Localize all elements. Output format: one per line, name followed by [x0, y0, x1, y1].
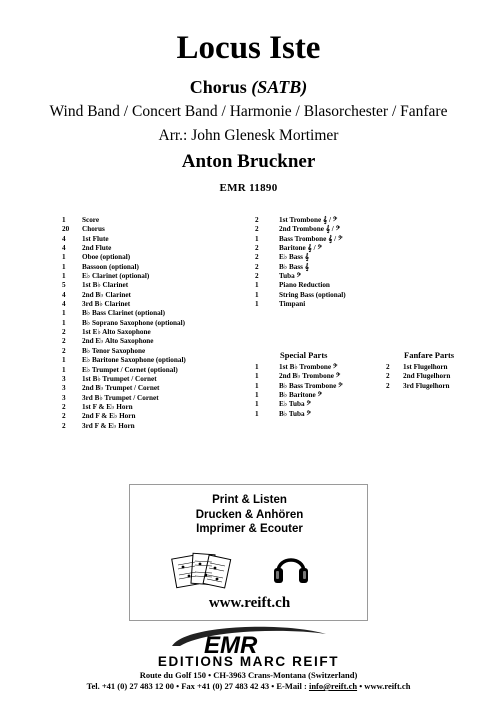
- part-name: 2nd F & E♭ Horn: [82, 412, 136, 421]
- part-quantity: 20: [62, 225, 70, 234]
- part-item: [255, 244, 455, 253]
- part-quantity: 1: [255, 300, 259, 309]
- part-quantity: 1: [255, 281, 259, 290]
- promo-lines: [130, 493, 369, 537]
- subtitle: [0, 77, 497, 98]
- sheet-music-icon: [170, 551, 232, 591]
- part-quantity: 1: [62, 365, 66, 374]
- publisher-name: EDITIONS MARC REIFT: [157, 654, 340, 669]
- promo-line: Drucken & Anhören: [195, 508, 304, 521]
- email-link[interactable]: info@reift.ch: [308, 681, 358, 691]
- logo-text: EMR: [204, 632, 258, 656]
- part-quantity: 2: [386, 381, 390, 390]
- part-item: [62, 281, 242, 290]
- part-item: [386, 363, 496, 372]
- catalog-number: EMR 11890: [219, 182, 278, 194]
- part-name: 2nd Flute: [82, 244, 112, 253]
- part-name: 1st Flugelhorn: [403, 363, 448, 371]
- part-quantity: 1: [255, 400, 259, 409]
- promo-website: www.reift.ch: [208, 595, 291, 611]
- subtitle-voices: (SATB): [251, 77, 308, 97]
- part-quantity: 1: [255, 391, 259, 400]
- part-item: [62, 337, 242, 346]
- part-item: [62, 291, 242, 300]
- part-name: 2nd B♭ Trombone 𝄢: [279, 372, 341, 381]
- part-quantity: 3: [62, 393, 66, 402]
- part-name: 1st B♭ Trombone 𝄢: [279, 363, 338, 371]
- part-quantity: 1: [62, 309, 66, 318]
- part-quantity: 1: [255, 234, 259, 243]
- part-item: [255, 272, 455, 281]
- part-quantity: 4: [62, 290, 66, 299]
- part-quantity: 2: [62, 337, 66, 346]
- part-name: 1st F & E♭ Horn: [82, 402, 133, 411]
- promo-line: Print & Listen: [212, 494, 287, 506]
- part-name: 3rd Flugelhorn: [403, 381, 450, 390]
- parts-list-right: [255, 216, 455, 309]
- part-name: 3rd B♭ Clarinet: [82, 300, 131, 309]
- part-quantity: 2: [386, 372, 390, 381]
- part-item: [255, 216, 455, 225]
- part-item: [62, 412, 242, 421]
- part-quantity: 4: [62, 244, 66, 253]
- arranger: Arr.: John Glenesk Mortimer: [158, 127, 339, 144]
- part-item: [62, 216, 242, 225]
- part-item: [62, 235, 242, 244]
- part-quantity: 1: [62, 318, 66, 327]
- parts-list-left: [62, 216, 242, 431]
- part-name: 2nd Trombone 𝄞 / 𝄢: [279, 225, 341, 234]
- part-quantity: 2: [62, 346, 66, 355]
- part-item: [255, 300, 455, 309]
- part-quantity: 1: [255, 290, 259, 299]
- part-name: 2nd B♭ Clarinet: [82, 290, 131, 299]
- part-name: 1st B♭ Trumpet / Cornet: [82, 374, 157, 383]
- part-quantity: 1: [255, 372, 259, 381]
- part-name: Baritone 𝄞 / 𝄢: [279, 244, 323, 253]
- print-listen-box: [129, 484, 368, 621]
- part-name: 2nd B♭ Trumpet / Cornet: [82, 384, 160, 393]
- part-item: [255, 363, 385, 372]
- part-item: [255, 253, 455, 262]
- part-name: 3rd B♭ Trumpet / Cornet: [82, 393, 159, 402]
- part-item: [62, 356, 242, 365]
- part-quantity: 2: [255, 244, 259, 253]
- part-name: Piano Reduction: [279, 281, 330, 290]
- part-name: E♭ Tuba 𝄢: [279, 400, 311, 409]
- special-parts-list: [255, 363, 385, 419]
- part-quantity: 2: [255, 262, 259, 271]
- part-quantity: 5: [62, 281, 66, 290]
- promo-line: Imprimer & Ecouter: [196, 523, 303, 535]
- part-quantity: 2: [62, 412, 66, 421]
- part-quantity: 4: [62, 300, 66, 309]
- part-quantity: 2: [255, 272, 259, 281]
- part-name: E♭ Bass 𝄞: [279, 253, 310, 262]
- part-item: [62, 422, 242, 431]
- part-name: 1st Flute: [82, 234, 109, 243]
- part-name: 2nd Flugelhorn: [403, 372, 451, 381]
- part-item: [386, 372, 496, 381]
- part-name: B♭ Bass 𝄞: [279, 262, 310, 271]
- part-item: [62, 384, 242, 393]
- part-item: [62, 244, 242, 253]
- part-item: [62, 394, 242, 403]
- page-title: Locus Iste: [176, 30, 321, 66]
- part-name: 1st E♭ Alto Saxophone: [82, 328, 151, 337]
- special-parts-heading: Special Parts: [280, 350, 328, 360]
- part-name: 1st B♭ Clarinet: [82, 281, 129, 290]
- composer: Anton Bruckner: [181, 151, 316, 172]
- part-name: Bassoon (optional): [82, 262, 139, 271]
- part-name: B♭ Soprano Saxophone (optional): [82, 318, 186, 327]
- fanfare-parts-heading: Fanfare Parts: [404, 350, 455, 360]
- part-name: Oboe (optional): [82, 253, 131, 262]
- part-quantity: 2: [62, 421, 66, 430]
- emr-logo: [166, 626, 331, 656]
- part-name: 3rd F & E♭ Horn: [82, 421, 135, 430]
- part-name: B♭ Tenor Saxophone: [82, 346, 146, 355]
- part-quantity: 4: [62, 234, 66, 243]
- part-name: B♭ Bass Clarinet (optional): [82, 309, 166, 318]
- part-item: [62, 263, 242, 272]
- part-name: 1st Trombone 𝄞 / 𝄢: [279, 216, 338, 224]
- part-item: [255, 410, 385, 419]
- part-item: [62, 347, 242, 356]
- publisher-contact: [0, 681, 497, 691]
- part-quantity: 2: [255, 253, 259, 262]
- part-quantity: 1: [62, 356, 66, 365]
- part-quantity: 1: [255, 363, 259, 371]
- part-item: [255, 291, 455, 300]
- part-item: [255, 372, 385, 381]
- part-name: B♭ Bass Trombone 𝄢: [279, 381, 343, 390]
- part-item: [255, 235, 455, 244]
- band-types: Wind Band / Concert Band / Harmonie / Blasorchester / Fanfare: [49, 103, 448, 120]
- part-name: E♭ Baritone Saxophone (optional): [82, 356, 186, 365]
- part-item: [255, 391, 385, 400]
- part-item: [62, 309, 242, 318]
- part-item: [386, 382, 496, 391]
- part-name: B♭ Tuba 𝄢: [279, 409, 311, 418]
- part-item: [255, 225, 455, 234]
- contact-phone-fax: Tel. +41 (0) 27 483 12 00 • Fax +41 (0) 27 483 42 43 • E-Mail :: [86, 681, 309, 691]
- part-item: [62, 300, 242, 309]
- headphones-icon: [273, 548, 309, 586]
- part-name: E♭ Trumpet / Cornet (optional): [82, 365, 178, 374]
- part-item: [255, 382, 385, 391]
- part-quantity: 2: [255, 225, 259, 234]
- part-item: [62, 253, 242, 262]
- part-quantity: 2: [386, 363, 390, 371]
- part-item: [62, 328, 242, 337]
- part-item: [62, 403, 242, 412]
- part-quantity: 1: [255, 409, 259, 418]
- part-item: [62, 319, 242, 328]
- part-item: [62, 225, 242, 234]
- fanfare-parts-list: [386, 363, 496, 391]
- part-quantity: 2: [62, 402, 66, 411]
- contact-website: • www.reift.ch: [357, 681, 411, 691]
- subtitle-main: Chorus: [189, 77, 247, 97]
- part-item: [255, 263, 455, 272]
- part-quantity: 3: [62, 374, 66, 383]
- part-name: 2nd E♭ Alto Saxophone: [82, 337, 154, 346]
- part-item: [255, 281, 455, 290]
- part-item: [255, 400, 385, 409]
- part-quantity: 1: [62, 216, 66, 224]
- part-quantity: 1: [255, 381, 259, 390]
- part-quantity: 1: [62, 272, 66, 281]
- part-quantity: 1: [62, 253, 66, 262]
- part-name: Timpani: [279, 300, 306, 309]
- part-quantity: 1: [62, 262, 66, 271]
- part-name: Score: [82, 216, 100, 224]
- part-name: E♭ Clarinet (optional): [82, 272, 150, 281]
- part-item: [62, 272, 242, 281]
- part-quantity: 3: [62, 384, 66, 393]
- part-quantity: 2: [62, 328, 66, 337]
- part-item: [62, 375, 242, 384]
- part-name: Chorus: [82, 225, 105, 234]
- part-name: Tuba 𝄢: [279, 272, 302, 281]
- part-item: [62, 366, 242, 375]
- part-name: Bass Trombone 𝄞 / 𝄢: [279, 234, 343, 243]
- publisher-address: Route du Golf 150 • CH-3963 Crans-Montana (Switzerland): [139, 670, 358, 680]
- part-name: B♭ Baritone 𝄢: [279, 391, 323, 400]
- part-quantity: 2: [255, 216, 259, 224]
- part-name: String Bass (optional): [279, 290, 346, 299]
